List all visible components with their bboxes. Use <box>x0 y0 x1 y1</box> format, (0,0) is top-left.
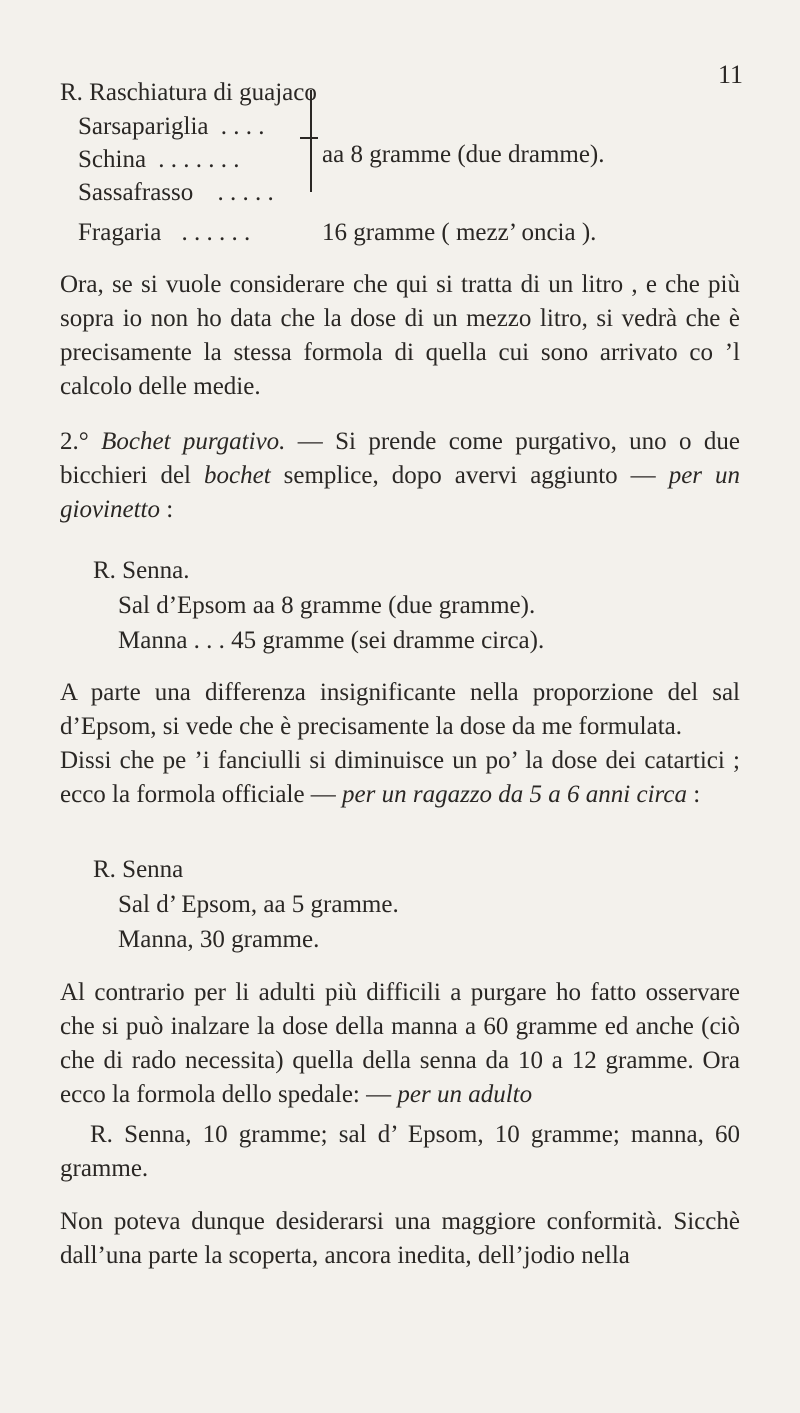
recipe-4 <box>60 1118 740 1186</box>
recipe-line: Sal d’ Epsom, aa 5 gramme. <box>118 891 399 918</box>
section-text: : <box>159 496 174 523</box>
recipe-item-label: R. Raschiatura di guajaco <box>60 79 317 106</box>
section-text: — Si prende come purgativo, uno o due bicchieri del <box>60 428 740 489</box>
recipe-item-label: Schina <box>78 146 147 173</box>
recipe-line <box>78 112 265 142</box>
curly-brace-tip <box>300 137 318 139</box>
paragraph-text <box>60 744 740 812</box>
paragraph-span: Al contrario per li adulti più difficili a purgare ho fatto osservare che si può inalzare la dose della manna a 60 gramme ed anche (ciò che di rado necessita) quella della senna da 10 a 12 gramme. Ora ecco la formola dello spedale: — <box>60 979 740 1108</box>
recipe-text: R. Senna, 10 gramme; sal d’ Epsom, 10 gramme; manna, 60 gramme. <box>60 1121 740 1182</box>
recipe-line <box>78 178 274 208</box>
paragraph-text: Non poteva dunque desiderarsi una maggiore conformità. Sicchè dall’una parte la scoperta, ancora inedita, dell’jodio nella <box>60 1208 740 1269</box>
paragraph-text <box>60 976 740 1112</box>
paragraph <box>60 676 740 812</box>
paragraph-span: Dissi che pe ’i fanciulli si diminuisce un po’ la dose dei catartici ; ecco la formola officiale — <box>60 747 740 808</box>
paragraph-text: Ora, se si vuole considerare che qui si tratta di un litro , e che più sopra io non ho data che la dose di un mezzo litro, si vedrà che è precisamente la stessa formola di quella cui sono arrivato co ’l calcolo delle medie. <box>60 271 740 400</box>
page-number: 11 <box>718 60 744 89</box>
recipe-line <box>78 218 250 248</box>
curly-brace <box>300 90 312 192</box>
leader-dots: . . . . <box>220 113 265 140</box>
section-number: 2.° <box>60 428 89 455</box>
leader-dots: . . . . . . <box>181 219 251 246</box>
recipe-line: Sal d’Epsom aa 8 gramme (due gramme). <box>118 592 536 619</box>
section-paragraph <box>60 425 740 527</box>
section-bochet <box>60 425 740 527</box>
paragraph-span: : <box>686 781 701 808</box>
recipe-item-label: Sarsapariglia <box>78 113 209 140</box>
leader-dots: . . . . . <box>217 179 274 206</box>
paragraph <box>60 1205 740 1273</box>
section-title: Bochet purgativo. <box>101 428 286 455</box>
paragraph-italic: per un adulto <box>397 1081 533 1108</box>
fragaria-amount: 16 gramme ( mezz’ oncia ). <box>322 219 597 246</box>
paragraph <box>60 976 740 1112</box>
recipe-line: Manna . . . 45 gramme (sei dramme circa). <box>118 627 545 654</box>
recipe-item-label: Sassafrasso <box>78 179 194 206</box>
paragraph-text: A parte una differenza insignificante nella proporzione del sal d’Epsom, si vede che è precisamente la dose da me formulata. <box>60 679 740 740</box>
section-italic: per un giovinetto <box>60 462 741 523</box>
recipe-line <box>60 78 317 108</box>
brace-amount: aa 8 gramme (due dramme). <box>322 141 605 168</box>
section-text: semplice, dopo avervi aggiunto — <box>270 462 669 489</box>
paragraph <box>60 268 740 404</box>
paragraph-italic: per un ragazzo da 5 a 6 anni circa <box>342 781 687 808</box>
recipe-line: R. Senna. <box>93 557 190 584</box>
recipe-line <box>78 145 240 175</box>
recipe-item-label: Fragaria <box>78 219 162 246</box>
recipe-line: Manna, 30 gramme. <box>118 926 320 953</box>
section-term: bochet <box>204 462 271 489</box>
recipe-line: R. Senna <box>93 856 184 883</box>
leader-dots: . . . . . . . <box>158 146 240 173</box>
